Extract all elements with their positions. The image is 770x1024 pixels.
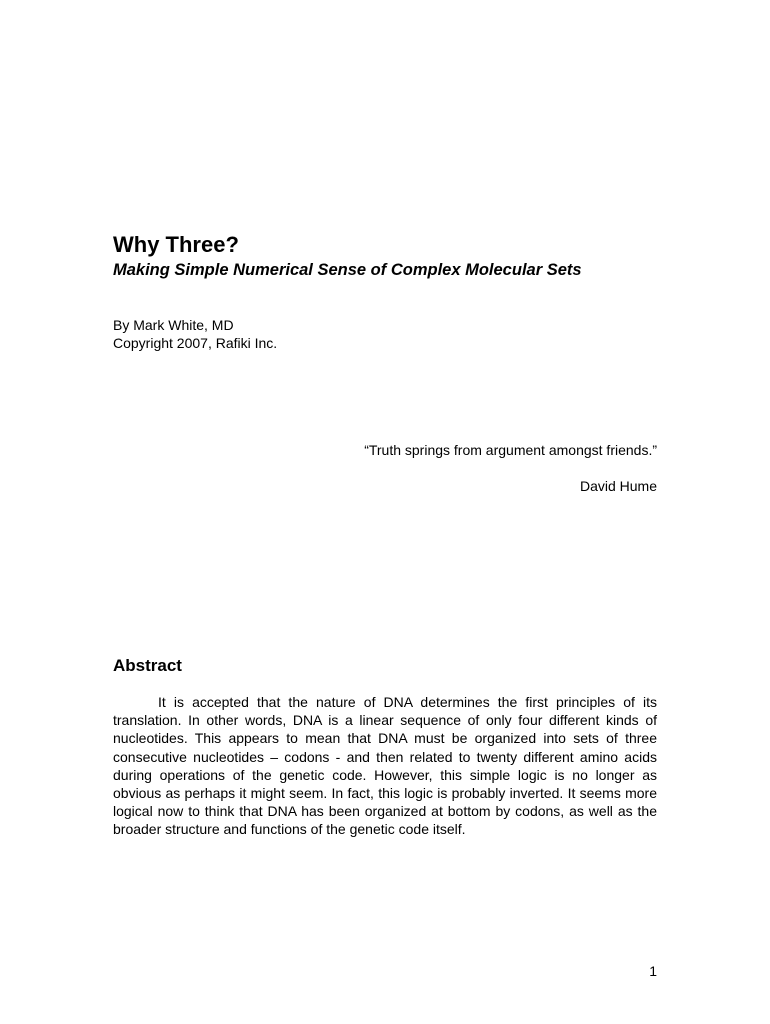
epigraph-quote: “Truth springs from argument amongst friends.” bbox=[364, 442, 657, 458]
copyright-line: Copyright 2007, Rafiki Inc. bbox=[113, 335, 278, 351]
epigraph-attribution: David Hume bbox=[579, 478, 657, 494]
page-number: 1 bbox=[649, 963, 657, 979]
abstract-heading: Abstract bbox=[113, 656, 182, 675]
document-subtitle: Making Simple Numerical Sense of Complex Molecular Sets bbox=[113, 261, 582, 279]
author-line: By Mark White, MD bbox=[113, 317, 234, 333]
document-title: Why Three? bbox=[113, 232, 239, 257]
abstract-body: It is accepted that the nature of DNA determines the first principles of its translation. In other words, DNA is a linear sequence of only four different kinds of nucleotides. This appears to mean that DNA must be organized into sets of three consecutive nucleotides – codons - and then related to twenty different amino acids during operations of the genetic code. However, this simple logic is no longer as obvious as perhaps it might seem. In fact, this logic is probably inverted. It seems more logical now to think that DNA has been organized at bottom by codons, as well as the broader structure and functions of the genetic code itself. bbox=[113, 694, 657, 838]
